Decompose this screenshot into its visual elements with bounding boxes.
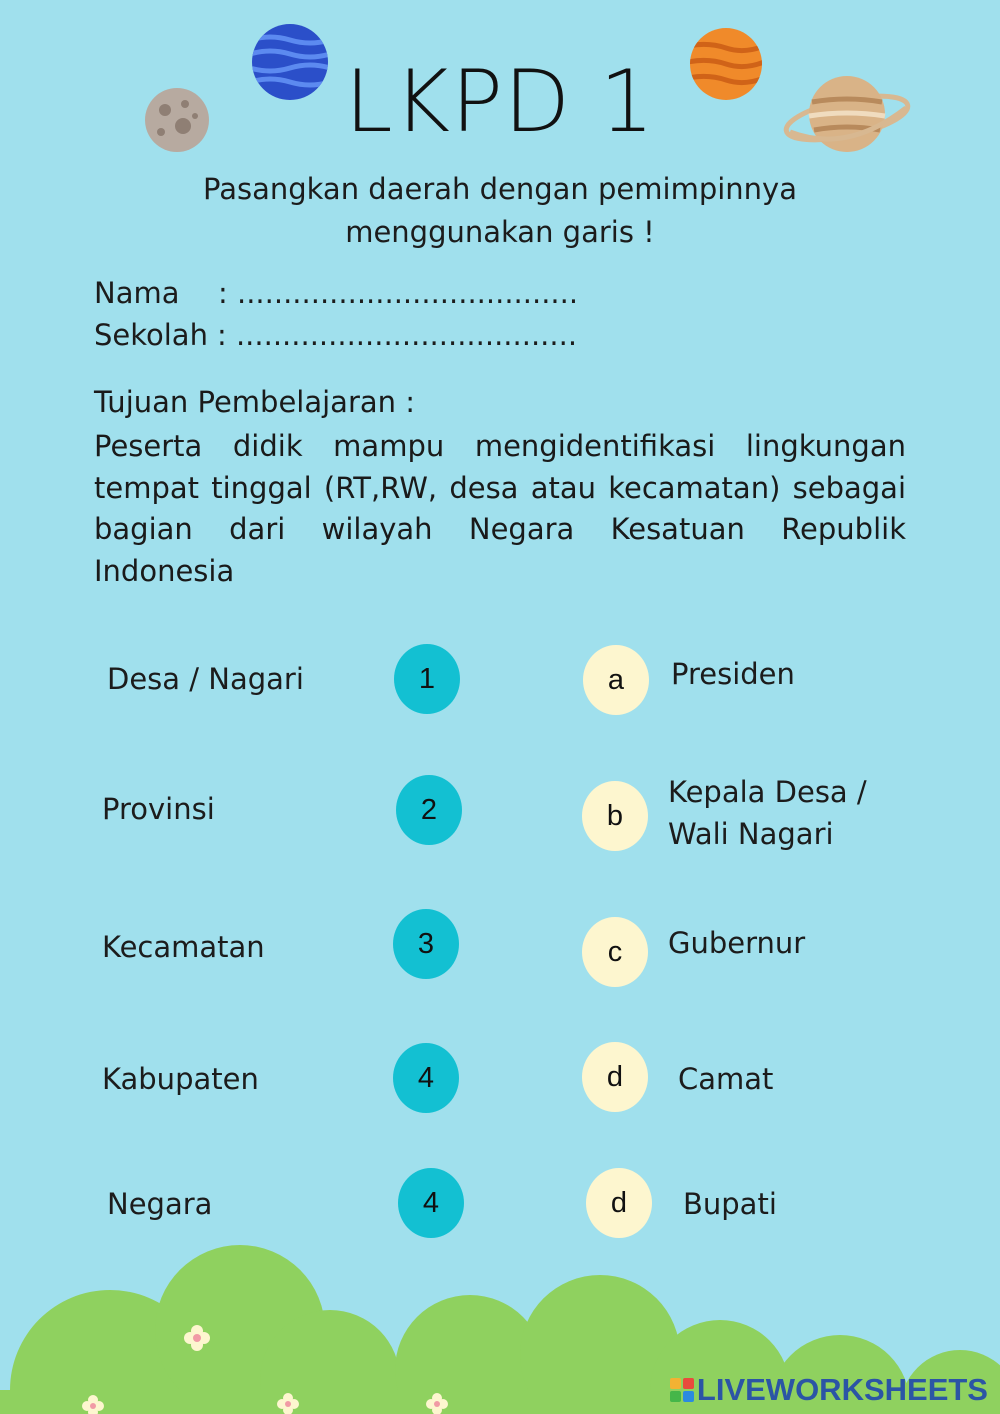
watermark-text: LIVEWORKSHEETS [696,1372,988,1407]
name-label: Nama [94,276,180,310]
left-label-2: Provinsi [102,792,215,826]
school-field[interactable] [94,318,577,352]
liveworksheets-watermark [669,1372,988,1408]
goal-heading: Tujuan Pembelajaran : [94,385,416,419]
goal-text: Peserta didik mampu mengidentifikasi lingkungan tempat tinggal (RT,RW, desa atau kecamatan) sebagai bagian dari wilayah Negara Kesatuan Republik Indonesia [94,429,906,588]
right-label-a: Presiden [671,657,795,691]
right-label-b-line-1: Kepala Desa / [668,775,867,809]
school-value: : ..................................... [216,318,578,352]
left-label-4: Kabupaten [102,1062,259,1096]
number-circle-3[interactable]: 3 [393,909,459,979]
liveworksheets-logo-icon [669,1377,695,1403]
number-circle-1[interactable]: 1 [394,644,460,714]
letter-circle-a[interactable]: a [583,645,649,715]
instruction-line-2: menggunakan garis ! [345,215,655,249]
number-circle-4[interactable]: 4 [393,1043,459,1113]
right-label-d-2: Bupati [683,1187,777,1221]
number-circle-5[interactable]: 4 [398,1168,464,1238]
school-label: Sekolah [94,318,208,352]
letter-circle-d-1[interactable]: d [582,1042,648,1112]
letter-circle-c[interactable]: c [582,917,648,987]
name-value: : ..................................... [218,276,579,310]
name-field[interactable] [94,276,578,310]
letter-circle-d-2[interactable]: d [586,1168,652,1238]
right-label-d-1: Camat [678,1062,774,1096]
number-circle-2[interactable]: 2 [396,775,462,845]
instruction-line-1: Pasangkan daerah dengan pemimpinnya [203,172,797,206]
right-label-b-line-2: Wali Nagari [668,817,834,851]
left-label-5: Negara [107,1187,213,1221]
left-label-3: Kecamatan [102,930,265,964]
page-title: LKPD 1 [344,52,656,152]
letter-circle-b[interactable]: b [582,781,648,851]
right-label-c: Gubernur [668,926,806,960]
left-label-1: Desa / Nagari [107,662,304,696]
